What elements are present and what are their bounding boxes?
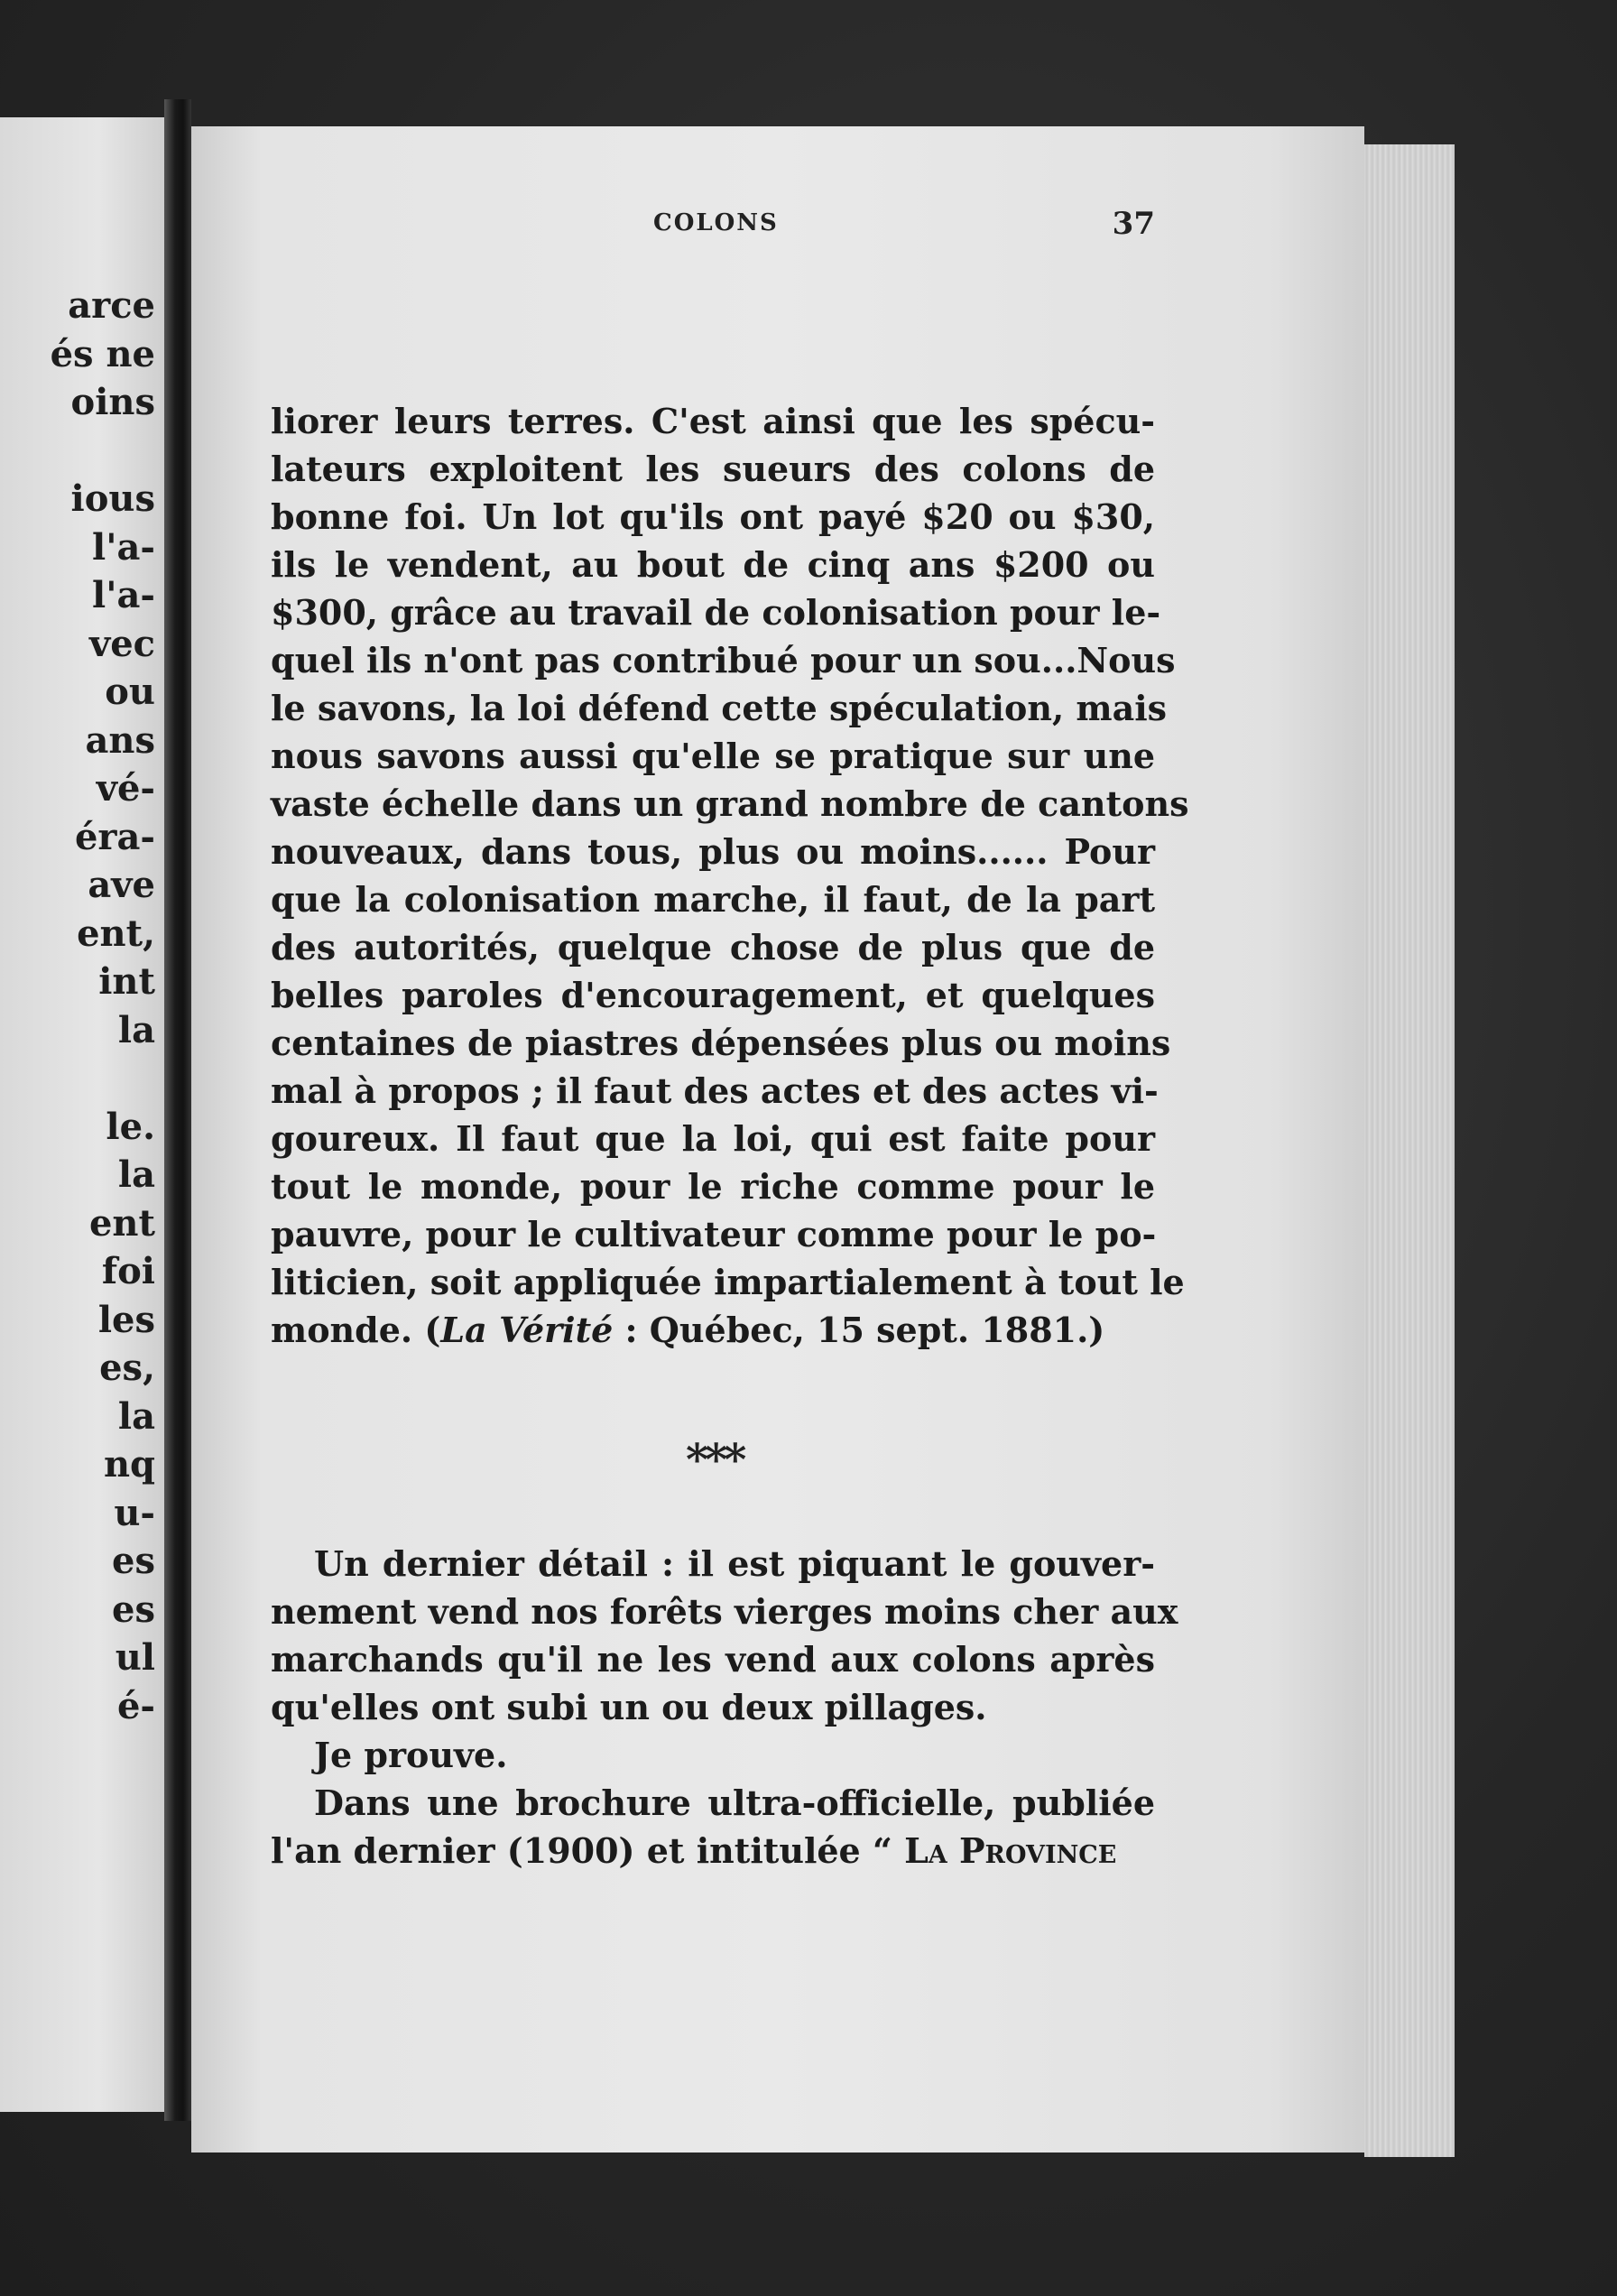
text-run: monde. ( xyxy=(271,1310,441,1350)
left-page-fragment: le. xyxy=(106,1105,155,1148)
text-line: mal à propos ; il faut des actes et des actes vi- xyxy=(271,1070,1159,1111)
left-page-fragment: vé- xyxy=(96,767,155,810)
text-run: l'an dernier (1900) et intitulée “ xyxy=(271,1830,905,1871)
main-text xyxy=(271,397,1189,1354)
text-line: Un dernier détail : il est piquant le gouver- xyxy=(314,1543,1155,1584)
left-page-fragment: es xyxy=(112,1540,155,1582)
text-line: lateurs exploitent les sueurs des colons de xyxy=(271,449,1155,489)
left-page-fragment: oins xyxy=(70,381,155,423)
left-page-fragment: ou xyxy=(105,671,155,713)
page-number: 37 xyxy=(1112,206,1155,242)
left-page-fragment: les xyxy=(97,1298,155,1341)
text-line: bonne foi. Un lot qu'ils ont payé $20 ou $30, xyxy=(271,496,1155,537)
text-line: belles paroles d'encouragement, et quelques xyxy=(271,975,1155,1015)
running-head xyxy=(271,206,1155,264)
left-page-fragment: u- xyxy=(114,1491,155,1534)
text-line: que la colonisation marche, il faut, de la part xyxy=(271,879,1155,920)
text-line: goureux. Il faut que la loi, qui est faite pour xyxy=(271,1118,1155,1159)
left-page-fragment: la xyxy=(117,1008,155,1051)
left-page-fragment: é- xyxy=(116,1684,155,1727)
main-text-continued xyxy=(271,1540,1178,1875)
left-page-fragment: l'a- xyxy=(92,525,155,569)
left-page-fragment: ious xyxy=(70,477,155,520)
text-line: $300, grâce au travail de colonisation pour le- xyxy=(271,592,1161,633)
left-page-fragment: int xyxy=(98,960,155,1003)
text-line: nous savons aussi qu'elle se pratique sur une xyxy=(271,736,1155,776)
paragraph-2 xyxy=(271,1540,1178,1683)
text-line: quel ils n'ont pas contribué pour un sou...Nous xyxy=(271,640,1176,680)
paragraph-1 xyxy=(271,397,1189,1306)
left-page-fragment: es xyxy=(112,1588,155,1631)
left-page-fragment: és ne xyxy=(50,332,155,375)
left-page-fragment: arce xyxy=(68,284,155,327)
text-line: liorer leurs terres. C'est ainsi que les spécu- xyxy=(271,401,1155,441)
left-page-fragment: l'a- xyxy=(92,574,155,616)
running-title: COLONS xyxy=(653,209,779,236)
text-run: : Québec, 15 sept. 1881.) xyxy=(613,1310,1105,1350)
text-line: ils le vendent, au bout de cinq ans $200 ou xyxy=(271,544,1155,585)
paragraph-3: Je prouve. xyxy=(314,1735,508,1775)
text-line: Dans une brochure ultra-officielle, publiée xyxy=(314,1782,1155,1823)
text-line xyxy=(271,1827,1155,1875)
text-line: centaines de piastres dépensées plus ou moins xyxy=(271,1023,1171,1063)
left-page-fragment: ent, xyxy=(77,912,155,955)
paragraph-4 xyxy=(271,1779,1155,1827)
left-page-fragment: éra- xyxy=(74,815,155,858)
page-edge xyxy=(1364,144,1455,2157)
book-gutter xyxy=(164,99,191,2121)
text-line: tout le monde, pour le riche comme pour le xyxy=(271,1166,1155,1207)
text-line: nement vend nos forêts vierges moins cher aux xyxy=(271,1591,1178,1632)
text-line: le savons, la loi défend cette spéculation, mais xyxy=(271,688,1168,728)
text-line xyxy=(271,1306,1155,1354)
left-page-fragment: ans xyxy=(85,718,155,762)
left-page-fragment: nq xyxy=(103,1443,155,1486)
text-line: pauvre, pour le cultivateur comme pour le po- xyxy=(271,1214,1157,1254)
left-page-fragment: la xyxy=(117,1394,155,1438)
left-page-fragment: ul xyxy=(115,1636,155,1679)
text-line: liticien, soit appliquée impartialement à tout le xyxy=(271,1262,1185,1302)
section-separator: *** xyxy=(686,1435,744,1486)
text-line: qu'elles ont subi un ou deux pillages. xyxy=(271,1687,987,1727)
left-page-fragment: vec xyxy=(88,622,155,665)
left-page-fragment: ent xyxy=(88,1201,155,1245)
text-line: des autorités, quelque chose de plus que de xyxy=(271,927,1155,967)
left-page-fragment: la xyxy=(117,1153,155,1196)
left-page xyxy=(0,117,164,2112)
text-line: vaste échelle dans un grand nombre de cantons xyxy=(271,783,1189,824)
citation-title: La Vérité xyxy=(440,1310,614,1350)
left-page-fragment: ave xyxy=(88,864,155,906)
left-page-fragment: es, xyxy=(99,1347,155,1389)
text-line: nouveaux, dans tous, plus ou moins...... Pour xyxy=(271,831,1155,872)
left-page-fragment: foi xyxy=(101,1250,155,1292)
book-title: La Province xyxy=(904,1830,1117,1871)
text-line: marchands qu'il ne les vend aux colons après xyxy=(271,1639,1155,1680)
